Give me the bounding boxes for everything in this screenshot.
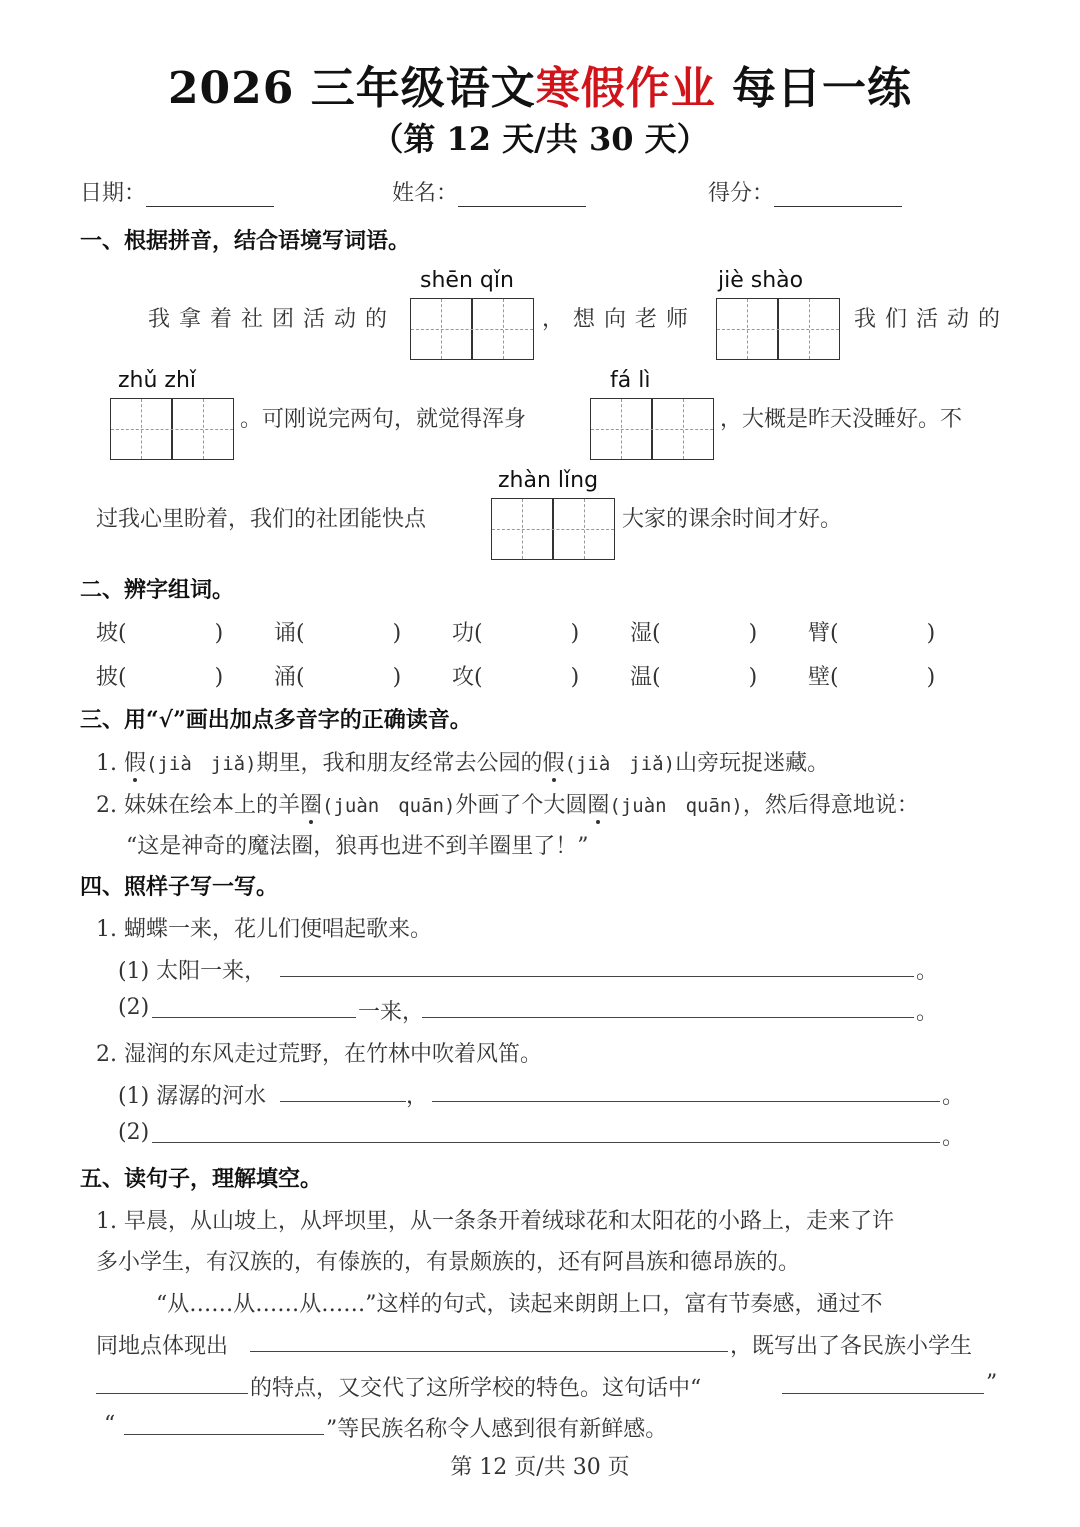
score-label: 得分： — [708, 181, 775, 206]
close-quote: ” — [986, 1371, 998, 1396]
word-item[interactable]: 湿( ) — [630, 621, 758, 646]
ex2-item-1-blank-b[interactable] — [432, 1101, 940, 1102]
s1-text-5: ，大概是昨天没睡好。不 — [720, 407, 963, 432]
word-item[interactable]: 披( ) — [96, 665, 224, 690]
dotted-char: 圈 — [587, 793, 610, 818]
polyphone-question-1: 1. 假(jià jiǎ)期里，我和朋友经常去公园的假(jià jiǎ)山旁玩捉迷藏。 — [96, 751, 830, 776]
ex1-item-2-label: (2) — [118, 995, 150, 1020]
question-line-1: “从……从……从……”这样的句式，读起来朗朗上口，富有节奏感，通过不 — [156, 1292, 883, 1317]
question-line-2-a: 同地点体现出 — [96, 1334, 229, 1359]
polyphone-question-2: 2. 妹妹在绘本上的羊圈(juàn quān)外画了个大圆圈(juàn quān)，然后得意地说： — [96, 793, 919, 818]
answer-grid-shenqin[interactable] — [410, 298, 534, 360]
period: 。 — [942, 1125, 965, 1150]
ex2-item-2-label: (2) — [118, 1120, 150, 1145]
ex1-item-2-blank-b[interactable] — [422, 1017, 914, 1018]
answer-grid-jieshao[interactable] — [716, 298, 840, 360]
word-item[interactable]: 诵( ) — [274, 621, 402, 646]
pinyin-zhanling: zhàn lǐng — [498, 468, 599, 493]
name-field — [392, 176, 586, 207]
question-line-3-a: 的特点，又交代了这所学校的特色。这句话中“ — [250, 1376, 702, 1401]
fill-blank-1[interactable] — [250, 1351, 728, 1352]
ex1-item-1-blank[interactable] — [280, 976, 914, 977]
dotted-char: 圈 — [299, 793, 322, 818]
fill-blank-4[interactable] — [124, 1434, 324, 1435]
ex2-item-2-blank[interactable] — [152, 1142, 940, 1143]
name-blank[interactable] — [458, 182, 586, 207]
date-field — [80, 176, 274, 207]
section-2-heading: 二、辨字组词。 — [80, 577, 235, 603]
answer-grid-zhuzhi[interactable] — [110, 398, 234, 460]
polyphone-quote: “这是神奇的魔法圈，狼再也进不到羊圈里了！” — [126, 834, 589, 859]
s1-text-6: 过我心里盼着，我们的社团能快点 — [96, 507, 427, 532]
open-quote: “ — [104, 1412, 116, 1437]
pinyin-fali: fá lì — [610, 368, 651, 393]
answer-grid-zhanling[interactable] — [491, 498, 615, 560]
word-item[interactable]: 涌( ) — [274, 665, 402, 690]
s1-text-1: 我拿着社团活动的 — [148, 307, 397, 332]
title-part-a: 2026 三年级语文 — [167, 63, 536, 114]
name-label: 姓名： — [392, 181, 459, 206]
ex1-item-2-mid: 一来， — [358, 1000, 425, 1025]
pinyin-shenqin: shēn qǐn — [420, 268, 514, 293]
word-item[interactable]: 功( ) — [452, 621, 580, 646]
title-highlight: 寒假作业 — [535, 63, 716, 114]
dotted-char: 假 — [123, 751, 146, 776]
section-5-heading: 五、读句子，理解填空。 — [80, 1166, 323, 1192]
period: 。 — [916, 1000, 939, 1025]
ex1-item-1-label: (1) 太阳一来， — [118, 959, 267, 984]
answer-grid-fali[interactable] — [590, 398, 714, 460]
fill-blank-3[interactable] — [782, 1393, 984, 1394]
word-item[interactable]: 攻( ) — [452, 665, 580, 690]
example-1: 1. 蝴蝶一来，花儿们便唱起歌来。 — [96, 917, 432, 942]
word-item[interactable]: 温( ) — [630, 665, 758, 690]
dotted-char: 假 — [542, 751, 565, 776]
section-1-heading: 一、根据拼音，结合语境写词语。 — [80, 228, 411, 254]
page-title — [0, 52, 1080, 116]
passage-line-1: 1. 早晨，从山坡上，从坪坝里，从一条条开着绒球花和太阳花的小路上，走来了许 — [96, 1209, 894, 1234]
title-part-b: 每日一练 — [732, 63, 913, 114]
passage-line-2: 多小学生，有汉族的，有傣族的，有景颇族的，还有阿昌族和德昂族的。 — [96, 1250, 801, 1275]
page-number: 第 12 页/共 30 页 — [450, 1455, 630, 1480]
pinyin-choice[interactable]: (juàn quān) — [322, 795, 456, 817]
word-item[interactable]: 臂( ) — [808, 621, 936, 646]
pinyin-choice[interactable]: (jià jiǎ) — [564, 753, 676, 775]
score-blank[interactable] — [774, 182, 902, 207]
section-4-heading: 四、照样子写一写。 — [80, 874, 279, 900]
period: 。 — [942, 1084, 965, 1109]
score-field — [708, 176, 902, 207]
page-subtitle: （第 12 天/共 30 天） — [371, 120, 709, 158]
ex2-item-1-label: (1) 潺潺的河水 — [118, 1084, 267, 1109]
section-3-heading: 三、用“√”画出加点多音字的正确读音。 — [80, 707, 472, 733]
pinyin-choice[interactable]: (juàn quān) — [609, 795, 743, 817]
s1-text-2: ，想向老师 — [542, 307, 698, 332]
s1-text-4: 。可刚说完两句，就觉得浑身 — [240, 407, 527, 432]
ex2-item-1-blank-a[interactable] — [280, 1101, 406, 1102]
pinyin-choice[interactable]: (jià jiǎ) — [146, 753, 257, 775]
date-blank[interactable] — [146, 182, 274, 207]
period: 。 — [916, 959, 939, 984]
example-2: 2. 湿润的东风走过荒野，在竹林中吹着风笛。 — [96, 1042, 542, 1067]
ex1-item-2-blank-a[interactable] — [152, 1017, 356, 1018]
question-line-4: ”等民族名称令人感到很有新鲜感。 — [326, 1417, 668, 1442]
pinyin-zhuzhi: zhǔ zhǐ — [118, 368, 197, 393]
s1-text-3: 我们活动的 — [854, 307, 1010, 332]
word-item[interactable]: 壁( ) — [808, 665, 936, 690]
fill-blank-2[interactable] — [96, 1393, 248, 1394]
word-item[interactable]: 坡( ) — [96, 621, 224, 646]
comma: ， — [406, 1084, 429, 1109]
s1-text-7: 大家的课余时间才好。 — [622, 507, 843, 532]
date-label: 日期： — [80, 181, 147, 206]
pinyin-jieshao: jiè shào — [718, 268, 804, 293]
question-line-2-b: ，既写出了各民族小学生 — [730, 1334, 973, 1359]
